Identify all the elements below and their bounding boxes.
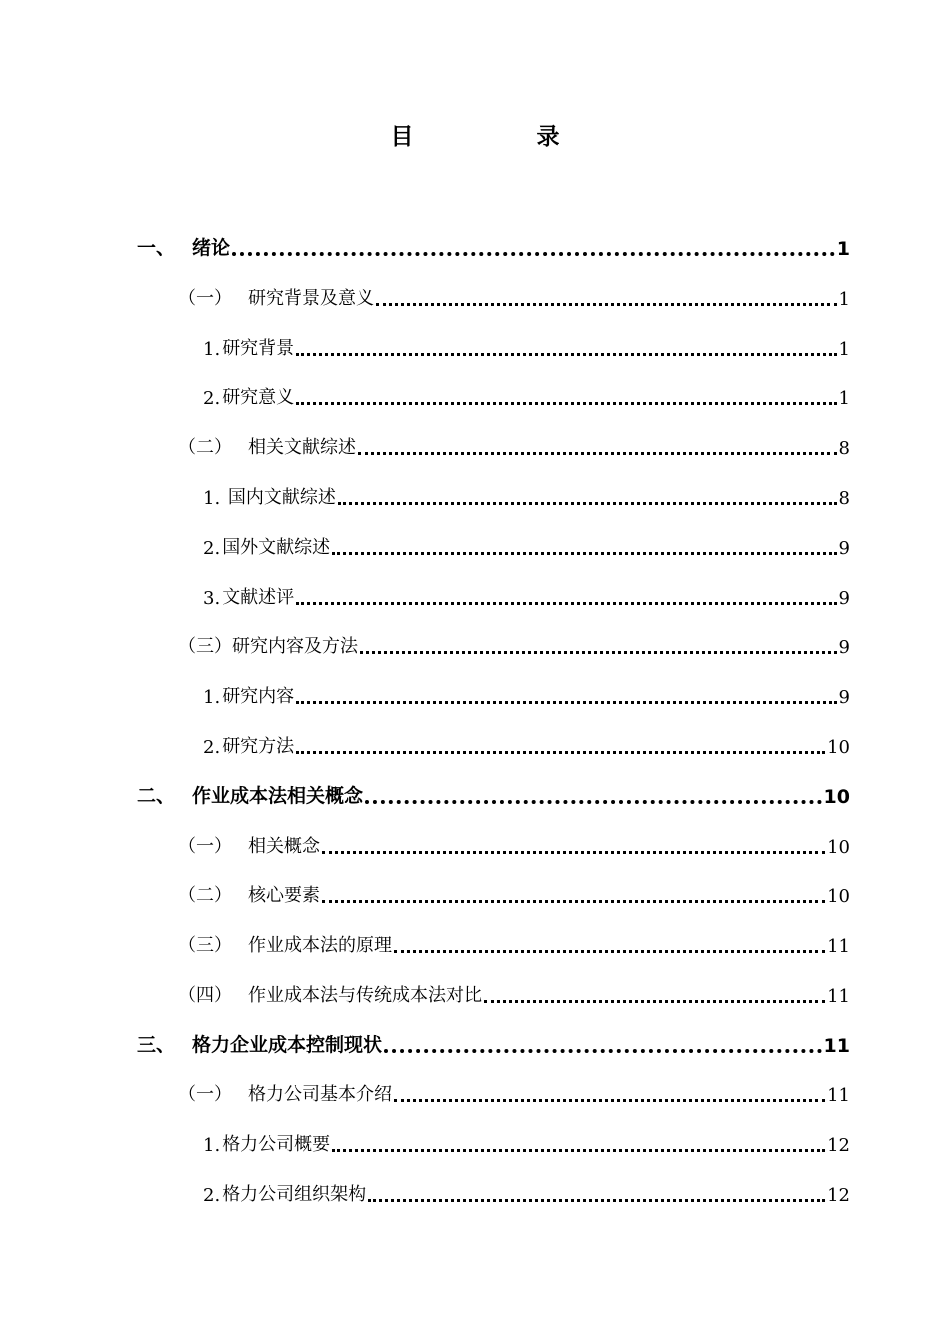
toc-entry-page: 8 xyxy=(838,438,850,459)
toc-entry-label: 作业成本法的原理 xyxy=(248,935,392,956)
toc-entry-number: （三） xyxy=(178,636,232,657)
toc-entry-number: 3. xyxy=(203,588,221,609)
dot-leader xyxy=(322,835,825,854)
toc-entry-number: （一） xyxy=(178,1084,232,1105)
dot-leader xyxy=(296,386,836,405)
toc-entry-label: 研究背景 xyxy=(222,338,295,359)
toc-entry[interactable] xyxy=(178,429,850,459)
dot-leader xyxy=(322,884,825,903)
toc-entry[interactable] xyxy=(203,728,850,758)
dot-leader xyxy=(232,236,835,256)
toc-entry-page: 9 xyxy=(838,538,850,559)
toc-entry-page: 11 xyxy=(823,1035,850,1057)
toc-entry-number: 2. xyxy=(203,737,221,758)
dot-leader xyxy=(394,934,825,953)
toc-entry[interactable] xyxy=(203,529,850,559)
toc-entry[interactable] xyxy=(203,1126,850,1156)
toc-entry[interactable] xyxy=(178,927,850,957)
toc-entry-label: 作业成本法与传统成本法对比 xyxy=(248,985,482,1006)
toc-entry-label: 研究方法 xyxy=(222,736,295,757)
toc-entry-label: 核心要素 xyxy=(248,885,320,906)
toc-entry-label: 研究意义 xyxy=(222,387,295,408)
toc-entry-label: 文献述评 xyxy=(222,587,295,608)
toc-entry-label: 研究内容及方法 xyxy=(232,636,358,657)
toc-entry-label: 国内文献综述 xyxy=(222,487,336,508)
toc-entry-label: 作业成本法相关概念 xyxy=(192,785,364,807)
toc-entry-label: 格力公司组织架构 xyxy=(222,1184,367,1205)
toc-entry-number: 2. xyxy=(203,388,221,409)
toc-entry-page: 12 xyxy=(827,1185,850,1206)
dot-leader xyxy=(296,735,825,754)
toc-entry-label: 格力企业成本控制现状 xyxy=(192,1034,383,1056)
toc-title: 目 录 xyxy=(390,124,610,150)
dot-leader xyxy=(368,1183,825,1202)
toc-entry-page: 11 xyxy=(827,936,850,957)
toc-entry[interactable] xyxy=(203,579,850,609)
toc-entry-number: 2. xyxy=(203,538,221,559)
toc-entry[interactable] xyxy=(137,230,850,260)
toc-entry-number: 1. xyxy=(203,339,221,360)
toc-entry-page: 12 xyxy=(827,1135,850,1156)
dot-leader xyxy=(365,784,822,804)
toc-entry-label: 绪论 xyxy=(192,237,231,259)
toc-entry-page: 10 xyxy=(827,886,850,907)
toc-entry-page: 1 xyxy=(838,289,850,310)
dot-leader xyxy=(394,1083,825,1102)
toc-entry[interactable] xyxy=(137,1027,850,1057)
toc-entry[interactable] xyxy=(137,778,850,808)
dot-leader xyxy=(358,436,837,455)
toc-entry-number: 二、 xyxy=(137,785,176,807)
toc-entry[interactable] xyxy=(178,977,850,1007)
toc-entry[interactable] xyxy=(178,1076,850,1106)
toc-entry[interactable] xyxy=(203,330,850,360)
toc-entry[interactable] xyxy=(178,877,850,907)
toc-entry-page: 9 xyxy=(838,687,850,708)
toc-entry[interactable] xyxy=(178,280,850,310)
toc-entry-label: 研究内容 xyxy=(222,686,295,707)
toc-entry-number: 1. xyxy=(203,488,221,509)
toc-entry-number: （一） xyxy=(178,288,232,309)
toc-entry-page: 1 xyxy=(836,238,850,260)
toc-entry-label: 相关文献综述 xyxy=(248,437,356,458)
toc-entry[interactable] xyxy=(203,379,850,409)
toc-entry[interactable] xyxy=(203,678,850,708)
toc-entry-label: 相关概念 xyxy=(248,836,320,857)
toc-entry-page: 8 xyxy=(838,488,850,509)
dot-leader xyxy=(332,536,836,555)
toc-entry-page: 9 xyxy=(838,588,850,609)
toc-entry[interactable] xyxy=(203,479,850,509)
toc-entry-page: 9 xyxy=(838,637,850,658)
toc-entry-number: 三、 xyxy=(137,1034,176,1056)
toc-entry-page: 1 xyxy=(838,339,850,360)
toc-entry-label: 国外文献综述 xyxy=(222,537,331,558)
dot-leader xyxy=(360,635,837,654)
toc-entry-page: 1 xyxy=(838,388,850,409)
dot-leader xyxy=(296,586,836,605)
toc-entry-number: 1. xyxy=(203,687,221,708)
toc-entry-number: （四） xyxy=(178,985,232,1006)
toc-entry[interactable] xyxy=(178,628,850,658)
toc-entry-page: 10 xyxy=(823,786,850,808)
dot-leader xyxy=(338,486,837,505)
toc-entry-number: （二） xyxy=(178,885,232,906)
dot-leader xyxy=(332,1133,825,1152)
toc-entry-number: 一、 xyxy=(137,237,176,259)
toc-entry-page: 11 xyxy=(827,986,850,1007)
dot-leader xyxy=(484,984,825,1003)
toc-entry-page: 11 xyxy=(827,1085,850,1106)
toc-entry-page: 10 xyxy=(827,837,850,858)
toc-entry-number: （二） xyxy=(178,437,232,458)
toc-entry-number: （一） xyxy=(178,836,232,857)
toc-entry-label: 研究背景及意义 xyxy=(248,288,374,309)
dot-leader xyxy=(296,337,836,356)
dot-leader xyxy=(376,287,837,306)
toc-entry-page: 10 xyxy=(827,737,850,758)
toc-entry-number: 1. xyxy=(203,1135,221,1156)
dot-leader xyxy=(384,1033,822,1053)
toc-entry[interactable] xyxy=(178,828,850,858)
toc-entry-number: 2. xyxy=(203,1185,221,1206)
dot-leader xyxy=(296,685,836,704)
toc-entry-label: 格力公司基本介绍 xyxy=(248,1084,392,1105)
toc-entry-number: （三） xyxy=(178,935,232,956)
toc-entry-label: 格力公司概要 xyxy=(222,1134,331,1155)
toc-entry[interactable] xyxy=(203,1176,850,1206)
